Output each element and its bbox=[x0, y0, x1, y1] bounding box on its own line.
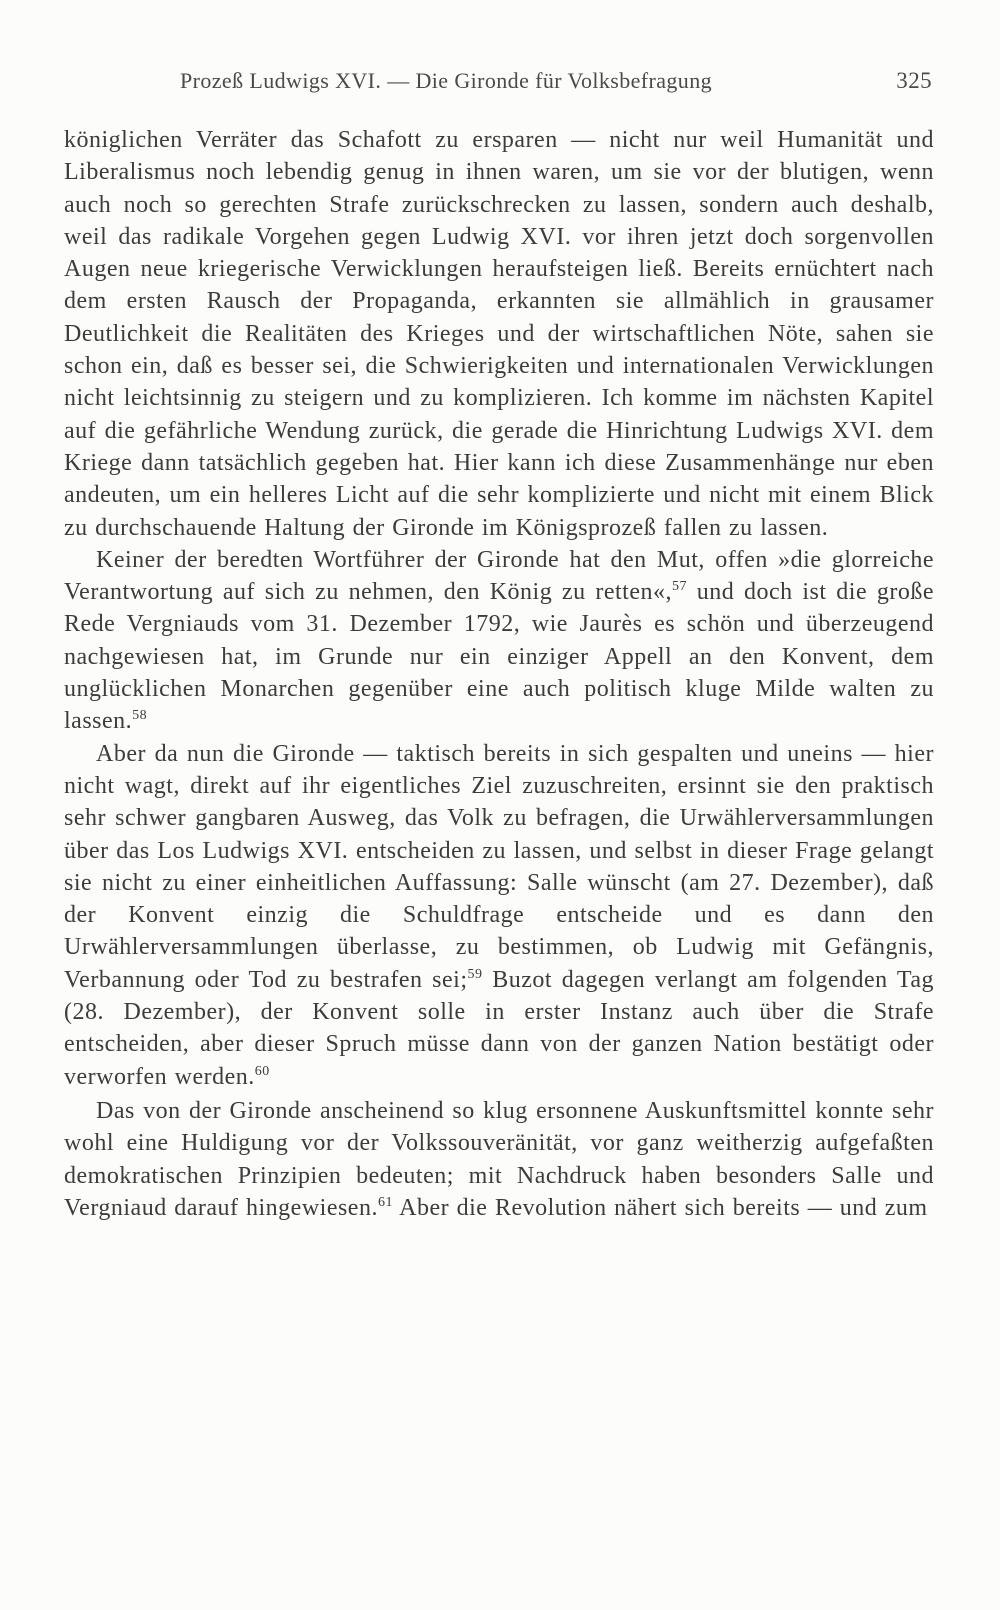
footnote-marker-57: 57 bbox=[671, 579, 687, 595]
paragraph-2-text-a: Keiner der beredten Wortführer der Gironde hat den Mut, offen »die glorreiche Verantwortung auf sich zu nehmen, den König zu retten«, bbox=[64, 546, 934, 606]
paragraph-2 bbox=[64, 544, 934, 738]
footnote-marker-59: 59 bbox=[467, 966, 483, 982]
paragraph-2-text-b: und doch ist die große Rede Vergniauds vom 31. Dezember 1792, wie Jaurès es schön und überzeugend nachgewiesen hat, im Grunde nur ein einziger Appell an den Konvent, dem unglücklichen Monarchen gegenüber eine auch politisch kluge Milde walten zu lassen. bbox=[64, 579, 934, 735]
footnote-marker-58: 58 bbox=[132, 708, 148, 724]
running-head bbox=[180, 68, 932, 98]
paragraph-3-text-b: Buzot dagegen verlangt am folgenden Tag (28. Dezember), der Konvent solle in erster Instanz auch über die Strafe entscheiden, aber dieser Spruch müsse dann von der ganzen Nation bestätigt oder verworfen werden. bbox=[64, 966, 935, 1090]
body-text bbox=[64, 124, 934, 1224]
footnote-marker-61: 61 bbox=[377, 1194, 393, 1210]
paragraph-4-text-a: Das von der Gironde anscheinend so klug ersonnene Auskunftsmittel konnte sehr wohl eine Huldigung vor der Volkssouveränität, vor ganz weitherzig aufgefaßten demokratischen Prinzipien bedeuten; mit Nachdruck haben besonders Salle und Vergniaud darauf hingewiesen. bbox=[64, 1097, 934, 1221]
footnote-marker-60: 60 bbox=[254, 1063, 270, 1079]
running-title: Prozeß Ludwigs XVI. — Die Gironde für Volksbefragung bbox=[180, 68, 713, 93]
paragraph-4-text-b: Aber die Revolution nähert sich bereits — und zum bbox=[392, 1194, 928, 1221]
paragraph-1-text: königlichen Verräter das Schafott zu ersparen — nicht nur weil Humanität und Liberalismus noch lebendig genug in ihnen waren, um sie vor der blutigen, wenn auch noch so gerechten Strafe zurückschrecken zu lassen, sondern auch deshalb, weil das radikale Vorgehen gegen Ludwig XVI. vor ihren jetzt doch sorgenvollen Augen neue kriegerische Verwicklungen heraufsteigen ließ. Bereits ernüchtert nach dem ersten Rausch der Propaganda, erkannten sie allmählich in grausamer Deutlichkeit die Realitäten des Krieges und der wirtschaftlichen Nöte, sahen sie schon ein, daß es besser sei, die Schwierigkeiten und internationalen Verwicklungen nicht leichtsinnig zu steigern und zu komplizieren. Ich komme im nächsten Kapitel auf die gefährliche Wendung zurück, die gerade die Hinrichtung Ludwigs XVI. dem Kriege dann tatsächlich gegeben hat. Hier kann ich diese Zusammenhänge nur eben andeuten, um ein helleres Licht auf die sehr komplizierte und nicht mit einem Blick zu durchschauende Haltung der Gironde im Königsprozeß fallen zu lassen. bbox=[64, 127, 934, 541]
paragraph-3-text-a: Aber da nun die Gironde — taktisch bereits in sich gespalten und uneins — hier nicht wagt, direkt auf ihr eigentliches Ziel zuzuschreiten, ersinnt sie den praktisch sehr schwer gangbaren Ausweg, das Volk zu befragen, die Urwählerversammlungen über das Los Ludwigs XVI. entscheiden zu lassen, und selbst in dieser Frage gelangt sie nicht zu einer einheitlichen Auffassung: Salle wünscht (am 27. Dezember), daß der Konvent einzig die Schuldfrage entscheide und es dann den Urwählerversammlungen überlasse, zu bestimmen, ob Ludwig mit Gefängnis, Verbannung oder Tod zu bestrafen sei; bbox=[64, 740, 934, 993]
page-number: 325 bbox=[896, 68, 932, 93]
paragraph-1 bbox=[64, 124, 934, 544]
paragraph-4 bbox=[64, 1095, 934, 1224]
paragraph-3 bbox=[64, 738, 934, 1093]
